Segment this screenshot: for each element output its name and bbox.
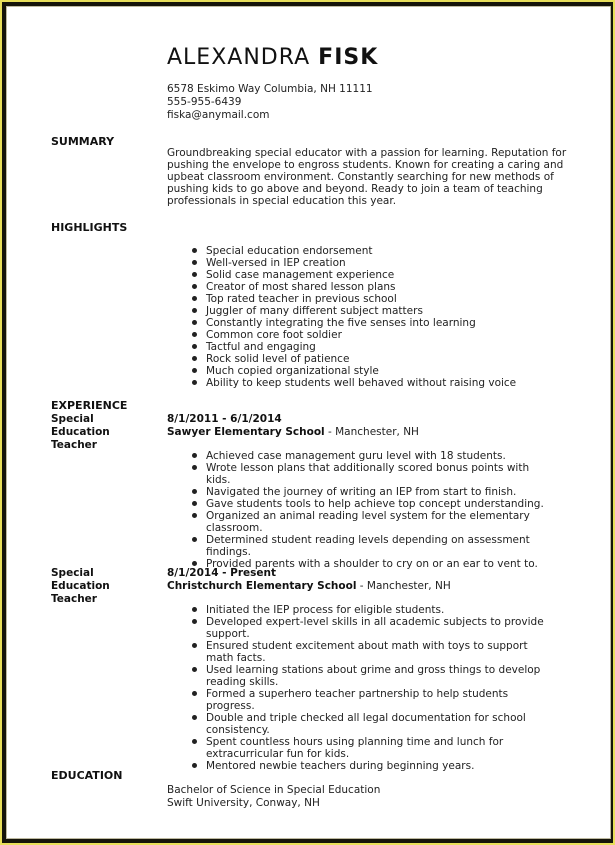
employer-name: Christchurch Elementary School	[167, 580, 357, 592]
highlights-list	[190, 245, 516, 389]
contact-info	[167, 83, 373, 122]
highlight-item: Juggler of many different subject matters	[190, 305, 516, 317]
page-frame	[2, 2, 613, 843]
job-bullet: Used learning stations about grime and gross things to develop reading skills.	[190, 664, 550, 688]
last-name: FISK	[318, 45, 379, 70]
job-bullet: Organized an animal reading level system for the elementary classroom.	[190, 510, 550, 534]
highlight-item: Ability to keep students well behaved without raising voice	[190, 377, 516, 389]
job-employer	[167, 426, 419, 438]
job-bullet: Formed a superhero teacher partnership to help students progress.	[190, 688, 550, 712]
job-dates: 8/1/2014 - Present	[167, 567, 277, 579]
highlight-item: Special education endorsement	[190, 245, 516, 257]
job-bullet: Gave students tools to help achieve top concept understanding.	[190, 498, 550, 510]
highlight-item: Tactful and engaging	[190, 341, 516, 353]
highlight-item: Common core foot soldier	[190, 329, 516, 341]
highlight-item: Top rated teacher in previous school	[190, 293, 516, 305]
job-bullet: Initiated the IEP process for eligible students.	[190, 604, 550, 616]
job-bullet: Navigated the journey of writing an IEP from start to finish.	[190, 486, 550, 498]
job-employer	[167, 580, 451, 592]
degree: Bachelor of Science in Special Education	[167, 784, 381, 796]
job-bullet: Mentored newbie teachers during beginning years.	[190, 760, 550, 772]
education-heading: EDUCATION	[51, 769, 123, 782]
job-bullet: Spent countless hours using planning time and lunch for extracurricular fun for kids.	[190, 736, 550, 760]
summary-text: Groundbreaking special educator with a passion for learning. Reputation for pushing the envelope to engross students. Known for creating a caring and upbeat classroom environment. Constantly searching for new methods of pushing kids to go above and beyond. Ready to join a team of teaching professionals in special education this year.	[167, 147, 567, 208]
highlight-item: Rock solid level of patience	[190, 353, 516, 365]
job-bullet: Developed expert-level skills in all academic subjects to provide support.	[190, 616, 550, 640]
email: fiska@anymail.com	[167, 109, 270, 121]
job-bullet: Wrote lesson plans that additionally scored bonus points with kids.	[190, 462, 550, 486]
job-bullet: Determined student reading levels depending on assessment findings.	[190, 534, 550, 558]
job-bullets	[190, 450, 550, 570]
job-bullet: Provided parents with a shoulder to cry on or an ear to vent to.	[190, 558, 550, 570]
job-bullet: Ensured student excitement about math with toys to support math facts.	[190, 640, 550, 664]
job-title: Special Education Teacher	[51, 413, 110, 451]
job-bullets	[190, 604, 550, 772]
resume-page	[6, 6, 611, 839]
school: Swift University, Conway, NH	[167, 796, 320, 809]
highlight-item: Creator of most shared lesson plans	[190, 281, 516, 293]
job-dates: 8/1/2011 - 6/1/2014	[167, 413, 282, 425]
education-details	[167, 784, 380, 809]
employer-location: - Manchester, NH	[356, 580, 451, 592]
experience-heading: EXPERIENCE	[51, 399, 128, 412]
highlight-item: Solid case management experience	[190, 269, 516, 281]
address: 6578 Eskimo Way Columbia, NH 11111	[167, 83, 373, 95]
job-title: Special Education Teacher	[51, 567, 110, 605]
highlights-heading: HIGHLIGHTS	[51, 221, 128, 234]
employer-location: - Manchester, NH	[324, 426, 419, 438]
highlight-item: Much copied organizational style	[190, 365, 516, 377]
phone: 555-955-6439	[167, 96, 242, 108]
highlight-item: Well-versed in IEP creation	[190, 257, 516, 269]
first-name: ALEXANDRA	[167, 45, 311, 70]
job-bullet: Double and triple checked all legal documentation for school consistency.	[190, 712, 550, 736]
employer-name: Sawyer Elementary School	[167, 426, 325, 438]
summary-heading: SUMMARY	[51, 135, 115, 148]
highlight-item: Constantly integrating the five senses into learning	[190, 317, 516, 329]
job-bullet: Achieved case management guru level with 18 students.	[190, 450, 550, 462]
candidate-name	[167, 45, 378, 70]
